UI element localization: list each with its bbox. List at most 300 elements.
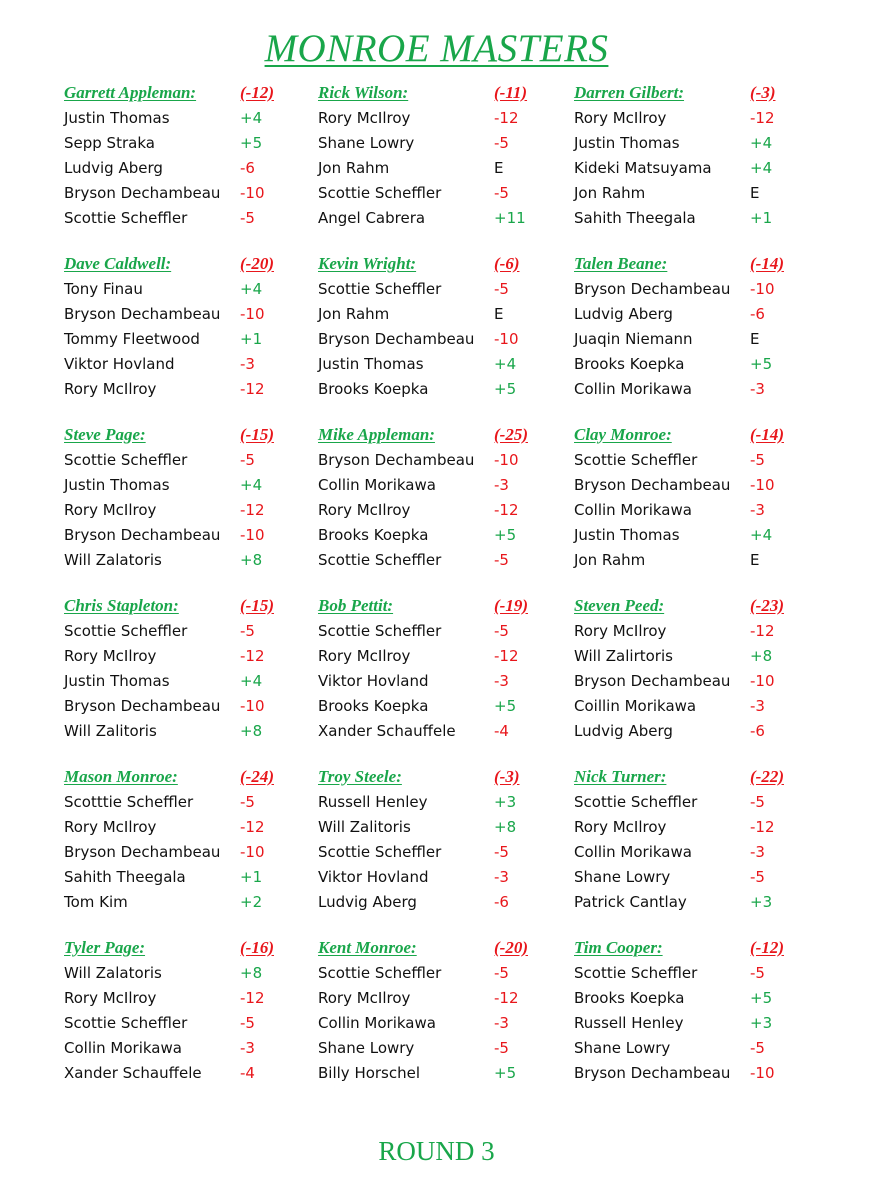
player-row: [574, 377, 864, 402]
player-score: -3: [494, 475, 509, 494]
player-name: Will Zalatoris: [64, 963, 162, 982]
player-score: +8: [240, 722, 263, 741]
player-row: [64, 105, 318, 130]
player-row: [318, 668, 574, 693]
team-owner-name: Steven Peed:: [574, 595, 665, 615]
team-total-score: (-16): [240, 937, 274, 957]
team-block: [574, 422, 864, 593]
team-owner-name: Kent Monroe:: [318, 937, 417, 957]
player-row: [64, 1010, 318, 1035]
team-total-score: (-15): [240, 424, 274, 444]
player-name: Coillin Morikawa: [574, 697, 697, 716]
player-name: Bryson Dechambeau: [64, 184, 221, 203]
player-name: Collin Morikawa: [318, 475, 436, 494]
player-name: Scottie Scheffler: [64, 209, 188, 228]
player-row: [64, 352, 318, 377]
team-owner-name: Mike Appleman:: [318, 424, 435, 444]
player-score: +5: [494, 380, 517, 399]
team-header: [318, 251, 574, 276]
player-score: -5: [750, 450, 765, 469]
player-score: -12: [750, 621, 775, 640]
player-row: [318, 865, 574, 890]
team-header: [64, 422, 318, 447]
player-name: Brooks Koepka: [318, 697, 429, 716]
player-name: Bryson Dechambeau: [318, 450, 475, 469]
team-block: [64, 935, 318, 1106]
player-row: [318, 447, 574, 472]
player-row: [64, 789, 318, 814]
player-score: +3: [750, 1013, 773, 1032]
player-row: [574, 618, 864, 643]
player-name: Rory McIlroy: [574, 108, 667, 127]
player-row: [64, 643, 318, 668]
player-score: -5: [240, 450, 255, 469]
player-name: Justin Thomas: [64, 475, 170, 494]
player-row: [318, 643, 574, 668]
player-score: -12: [494, 988, 519, 1007]
player-score: -3: [494, 671, 509, 690]
player-score: -5: [494, 279, 509, 298]
player-row: [64, 276, 318, 301]
player-row: [574, 497, 864, 522]
player-score: -6: [750, 304, 765, 323]
player-row: [318, 694, 574, 719]
player-score: -5: [240, 209, 255, 228]
player-row: [318, 326, 574, 351]
player-row: [574, 276, 864, 301]
player-name: Justin Thomas: [64, 108, 170, 127]
player-name: Viktor Hovland: [318, 671, 429, 690]
player-score: -5: [494, 1039, 509, 1058]
player-name: Shane Lowry: [318, 133, 415, 152]
player-name: Scottie Scheffler: [574, 792, 698, 811]
player-score: -5: [240, 1013, 255, 1032]
player-score: -5: [750, 1039, 765, 1058]
player-row: [318, 789, 574, 814]
team-header: [574, 80, 864, 105]
player-score: +5: [750, 355, 773, 374]
player-score: -12: [494, 646, 519, 665]
player-row: [574, 105, 864, 130]
player-row: [64, 301, 318, 326]
player-score: E: [750, 329, 760, 348]
player-row: [64, 618, 318, 643]
player-name: Jon Rahm: [574, 184, 646, 203]
player-score: -5: [494, 621, 509, 640]
player-name: Scottie Scheffler: [318, 963, 442, 982]
player-score: +11: [494, 209, 526, 228]
player-score: -3: [750, 500, 765, 519]
player-row: [574, 472, 864, 497]
player-row: [64, 326, 318, 351]
team-header: [318, 422, 574, 447]
player-score: -4: [240, 1064, 255, 1083]
player-score: +4: [240, 671, 263, 690]
team-owner-name: Steve Page:: [64, 424, 146, 444]
player-score: +5: [750, 988, 773, 1007]
player-score: -5: [240, 792, 255, 811]
player-name: Russell Henley: [574, 1013, 684, 1032]
team-header: [318, 593, 574, 618]
team-block: [64, 764, 318, 935]
player-score: -5: [494, 551, 509, 570]
player-name: Ludvig Aberg: [574, 304, 673, 323]
player-row: [318, 181, 574, 206]
team-owner-name: Nick Turner:: [574, 766, 667, 786]
player-score: +4: [750, 133, 773, 152]
player-score: -12: [494, 500, 519, 519]
player-score: +3: [750, 893, 773, 912]
player-score: -10: [240, 697, 265, 716]
player-row: [318, 1010, 574, 1035]
player-score: -12: [240, 817, 265, 836]
player-name: Brooks Koepka: [574, 355, 685, 374]
player-row: [318, 548, 574, 573]
player-name: Justin Thomas: [64, 671, 170, 690]
team-owner-name: Talen Beane:: [574, 253, 668, 273]
player-score: -6: [750, 722, 765, 741]
player-score: +4: [494, 355, 517, 374]
team-total-score: (-20): [494, 937, 528, 957]
player-row: [574, 1010, 864, 1035]
round-label: ROUND 3: [378, 1136, 495, 1166]
player-name: Scottie Scheffler: [64, 1013, 188, 1032]
player-row: [574, 890, 864, 915]
player-score: -12: [240, 380, 265, 399]
player-name: Scottie Scheffler: [64, 450, 188, 469]
player-row: [318, 890, 574, 915]
player-score: -5: [750, 792, 765, 811]
team-owner-name: Troy Steele:: [318, 766, 402, 786]
team-header: [64, 935, 318, 960]
team-owner-name: Kevin Wright:: [318, 253, 417, 273]
player-row: [318, 960, 574, 985]
player-score: +3: [494, 792, 517, 811]
player-name: Scottie Scheffler: [318, 621, 442, 640]
team-total-score: (-14): [750, 253, 784, 273]
player-row: [64, 447, 318, 472]
player-score: E: [750, 551, 760, 570]
player-score: +4: [240, 279, 263, 298]
team-header: [64, 251, 318, 276]
player-name: Rory McIlroy: [318, 108, 411, 127]
player-row: [64, 960, 318, 985]
player-score: -12: [240, 500, 265, 519]
player-score: -3: [750, 697, 765, 716]
player-row: [318, 719, 574, 744]
player-row: [574, 523, 864, 548]
player-name: Shane Lowry: [318, 1039, 415, 1058]
player-score: -5: [494, 133, 509, 152]
team-owner-name: Rick Wilson:: [318, 82, 409, 102]
player-score: -3: [750, 842, 765, 861]
player-row: [64, 694, 318, 719]
team-header: [574, 251, 864, 276]
player-score: -12: [240, 646, 265, 665]
player-name: Xander Schauffele: [318, 722, 456, 741]
player-name: Justin Thomas: [574, 133, 680, 152]
player-score: +4: [240, 475, 263, 494]
player-name: Rory McIlroy: [574, 621, 667, 640]
player-name: Kideki Matsuyama: [574, 158, 712, 177]
player-row: [574, 719, 864, 744]
player-row: [574, 960, 864, 985]
team-block: [318, 593, 574, 764]
team-header: [64, 593, 318, 618]
player-name: Bryson Dechambeau: [574, 671, 731, 690]
player-row: [318, 1061, 574, 1086]
team-block: [574, 764, 864, 935]
team-block: [318, 764, 574, 935]
player-name: Bryson Dechambeau: [574, 279, 731, 298]
team-owner-name: Garrett Appleman:: [64, 82, 197, 102]
player-row: [64, 719, 318, 744]
player-score: +2: [240, 893, 263, 912]
player-score: +5: [494, 526, 517, 545]
player-name: Tony Finau: [64, 279, 143, 298]
player-score: +5: [240, 133, 263, 152]
player-name: Xander Schauffele: [64, 1064, 202, 1083]
player-score: E: [494, 304, 504, 323]
player-name: Collin Morikawa: [574, 380, 692, 399]
player-row: [574, 352, 864, 377]
player-name: Tommy Fleetwood: [64, 329, 200, 348]
player-score: E: [494, 158, 504, 177]
player-score: E: [750, 184, 760, 203]
team-total-score: (-24): [240, 766, 274, 786]
player-row: [64, 548, 318, 573]
player-row: [318, 206, 574, 231]
player-row: [574, 1036, 864, 1061]
player-row: [574, 985, 864, 1010]
player-name: Collin Morikawa: [574, 500, 692, 519]
team-block: [574, 935, 864, 1106]
team-total-score: (-15): [240, 595, 274, 615]
player-score: +1: [240, 329, 263, 348]
player-name: Sahith Theegala: [64, 868, 186, 887]
player-name: Rory McIlroy: [64, 500, 157, 519]
player-row: [574, 130, 864, 155]
player-score: -5: [494, 184, 509, 203]
team-owner-name: Dave Caldwell:: [64, 253, 172, 273]
player-row: [574, 814, 864, 839]
player-score: +4: [750, 526, 773, 545]
player-row: [64, 377, 318, 402]
player-name: Brooks Koepka: [318, 380, 429, 399]
team-block: [64, 80, 318, 251]
player-score: +5: [494, 1064, 517, 1083]
player-score: +8: [494, 817, 517, 836]
player-name: Juaqin Niemann: [574, 329, 693, 348]
player-name: Rory McIlroy: [64, 817, 157, 836]
player-score: -10: [240, 526, 265, 545]
player-row: [318, 618, 574, 643]
player-name: Scottie Scheffler: [318, 184, 442, 203]
team-total-score: (-20): [240, 253, 274, 273]
player-score: +8: [240, 551, 263, 570]
player-score: -5: [494, 963, 509, 982]
player-name: Ludvig Aberg: [64, 158, 163, 177]
player-score: -12: [494, 108, 519, 127]
team-total-score: (-12): [750, 937, 784, 957]
team-total-score: (-6): [494, 253, 520, 273]
player-row: [64, 155, 318, 180]
player-row: [574, 839, 864, 864]
player-name: Jon Rahm: [574, 551, 646, 570]
player-name: Bryson Dechambeau: [64, 526, 221, 545]
player-score: -10: [240, 184, 265, 203]
player-score: -5: [750, 963, 765, 982]
team-block: [64, 593, 318, 764]
team-owner-name: Bob Pettit:: [318, 595, 394, 615]
player-row: [318, 814, 574, 839]
player-name: Scottie Scheffler: [64, 621, 188, 640]
team-total-score: (-3): [494, 766, 520, 786]
team-block: [574, 251, 864, 422]
team-total-score: (-25): [494, 424, 528, 444]
team-header: [318, 935, 574, 960]
player-score: -4: [494, 722, 509, 741]
player-name: Will Zalitoris: [64, 722, 157, 741]
player-score: -10: [240, 842, 265, 861]
player-row: [64, 865, 318, 890]
player-score: +8: [750, 646, 773, 665]
player-name: Brooks Koepka: [318, 526, 429, 545]
player-name: Scottie Scheffler: [574, 450, 698, 469]
player-row: [318, 352, 574, 377]
player-score: -3: [240, 1039, 255, 1058]
player-name: Patrick Cantlay: [574, 893, 687, 912]
player-name: Russell Henley: [318, 792, 428, 811]
teams-grid: [64, 80, 864, 1106]
player-row: [574, 865, 864, 890]
team-owner-name: Darren Gilbert:: [574, 82, 685, 102]
player-row: [574, 643, 864, 668]
team-block: [318, 80, 574, 251]
player-name: Bryson Dechambeau: [574, 475, 731, 494]
player-name: Rory McIlroy: [318, 500, 411, 519]
team-header: [574, 593, 864, 618]
player-name: Bryson Dechambeau: [64, 697, 221, 716]
player-score: -10: [750, 671, 775, 690]
player-row: [574, 301, 864, 326]
player-name: Billy Horschel: [318, 1064, 421, 1083]
player-name: Angel Cabrera: [318, 209, 426, 228]
player-name: Ludvig Aberg: [318, 893, 417, 912]
player-score: -10: [494, 450, 519, 469]
player-score: -5: [750, 868, 765, 887]
player-score: -12: [240, 988, 265, 1007]
player-score: -10: [750, 1064, 775, 1083]
player-name: Bryson Dechambeau: [64, 842, 221, 861]
player-name: Rory McIlroy: [574, 817, 667, 836]
player-name: Collin Morikawa: [64, 1039, 182, 1058]
team-block: [64, 251, 318, 422]
team-total-score: (-11): [494, 82, 528, 102]
team-block: [318, 935, 574, 1106]
team-owner-name: Chris Stapleton:: [64, 595, 179, 615]
player-row: [64, 472, 318, 497]
player-score: -5: [240, 621, 255, 640]
team-block: [574, 80, 864, 251]
player-row: [318, 276, 574, 301]
player-row: [318, 301, 574, 326]
player-row: [574, 447, 864, 472]
player-row: [574, 694, 864, 719]
team-header: [318, 764, 574, 789]
player-name: Rory McIlroy: [64, 988, 157, 1007]
player-name: Sepp Straka: [64, 133, 155, 152]
player-name: Viktor Hovland: [318, 868, 429, 887]
player-name: Jon Rahm: [318, 158, 390, 177]
page-title: MONROE MASTERS: [264, 27, 609, 70]
player-name: Bryson Dechambeau: [574, 1064, 731, 1083]
player-row: [64, 890, 318, 915]
player-row: [574, 155, 864, 180]
player-row: [64, 1061, 318, 1086]
player-score: -10: [750, 475, 775, 494]
player-row: [64, 668, 318, 693]
player-row: [64, 497, 318, 522]
player-name: Rory McIlroy: [318, 988, 411, 1007]
player-row: [318, 839, 574, 864]
player-row: [574, 668, 864, 693]
team-total-score: (-19): [494, 595, 528, 615]
player-row: [574, 1061, 864, 1086]
team-total-score: (-23): [750, 595, 784, 615]
player-name: Rory McIlroy: [318, 646, 411, 665]
player-row: [64, 985, 318, 1010]
player-name: Scottie Scheffler: [318, 842, 442, 861]
player-row: [574, 326, 864, 351]
player-score: -5: [494, 842, 509, 861]
team-header: [574, 422, 864, 447]
player-row: [64, 181, 318, 206]
player-row: [64, 814, 318, 839]
player-name: Shane Lowry: [574, 868, 671, 887]
team-block: [574, 593, 864, 764]
player-name: Rory McIlroy: [64, 380, 157, 399]
team-block: [64, 422, 318, 593]
player-row: [318, 985, 574, 1010]
team-header: [64, 764, 318, 789]
player-score: +4: [240, 108, 263, 127]
team-owner-name: Tyler Page:: [64, 937, 146, 957]
player-score: -3: [750, 380, 765, 399]
player-score: +4: [750, 158, 773, 177]
player-row: [318, 1036, 574, 1061]
player-row: [318, 155, 574, 180]
player-score: -6: [240, 158, 255, 177]
player-row: [318, 130, 574, 155]
team-block: [318, 422, 574, 593]
player-score: +1: [240, 868, 263, 887]
player-row: [574, 548, 864, 573]
player-score: -10: [240, 304, 265, 323]
player-name: Will Zalirtoris: [574, 646, 673, 665]
player-name: Scottie Scheffler: [318, 551, 442, 570]
player-row: [318, 105, 574, 130]
team-header: [574, 935, 864, 960]
player-score: -6: [494, 893, 509, 912]
team-total-score: (-22): [750, 766, 784, 786]
player-name: Will Zalatoris: [64, 551, 162, 570]
player-name: Will Zalitoris: [318, 817, 411, 836]
team-header: [574, 764, 864, 789]
player-name: Scottie Scheffler: [574, 963, 698, 982]
player-row: [574, 181, 864, 206]
team-block: [318, 251, 574, 422]
